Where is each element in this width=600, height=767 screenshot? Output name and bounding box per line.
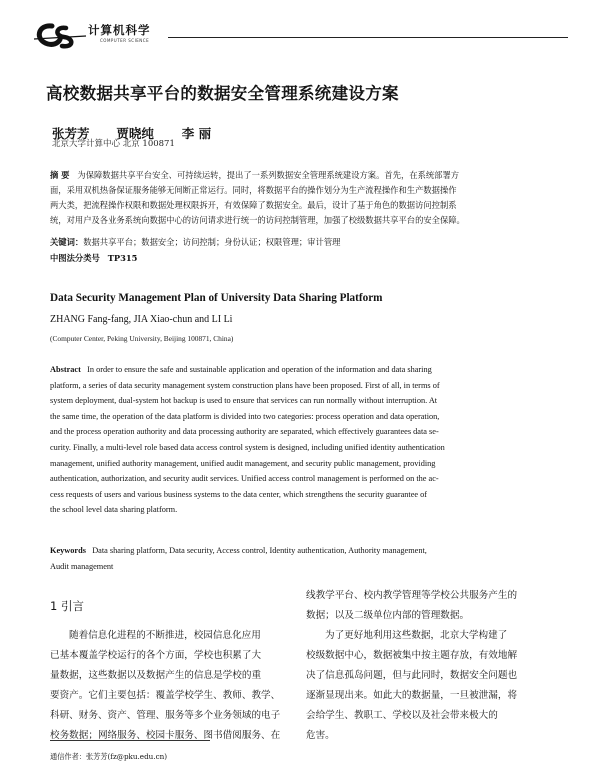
keywords-en-line: Audit management <box>50 561 114 571</box>
body-line: 决了信息孤岛问题，但与此同时，数据安全问题也 <box>306 670 518 681</box>
journal-header <box>0 0 600 60</box>
author-name: 李 丽 <box>181 126 212 141</box>
journal-name-en: COMPUTER SCIENCE <box>100 38 150 43</box>
abstract-zh-line: 摘 要 为保障数据共享平台安全、可持续运转，提出了一系列数据安全管理系统建设方案。首先，在系统部署方 <box>50 170 460 180</box>
body-line: 逐渐显现出来。如此大的数据量，一旦被泄漏，将 <box>306 690 518 701</box>
body-line: 数据；以及二级单位内部的管理数据。 <box>306 610 470 621</box>
body-line: 已基本覆盖学校运行的各个方面，学校也积累了大 <box>50 650 262 661</box>
journal-name: 计算机科学 <box>88 23 151 37</box>
body-line: 要资产。它们主要包括：覆盖学校学生、教师、教学、 <box>50 690 281 701</box>
section-heading: 1 引言 <box>50 599 84 613</box>
abstract-zh <box>50 168 570 228</box>
keywords-zh-label: 关键词： <box>50 237 84 247</box>
abstract-en-line: management, unified authority management, unified audit management, and security public management, providing <box>50 458 436 468</box>
paper-title-zh: 高校数据共享平台的数据安全管理系统建设方案 <box>46 84 399 103</box>
clc-number <box>50 252 137 264</box>
clc-value: TP315 <box>107 253 138 263</box>
abstract-zh-line: 统，对用户及各业务系统向数据中心的访问请求进行统一的访问控制管理，加强了校级数据共享平台的安全保障。 <box>50 215 465 225</box>
abstract-en-line: the school level data sharing platform. <box>50 505 178 515</box>
keywords-zh <box>50 236 340 248</box>
author-name: 张芳芳 <box>52 126 90 141</box>
body-line: 危害。 <box>306 730 335 741</box>
abstract-en-line: cess requests of users and various business systems to the data center, which strengthens the security guarantee of <box>50 489 428 499</box>
authors-en: ZHANG Fang-fang, JIA Xiao-chun and LI Li <box>50 314 233 325</box>
abstract-en-line: authentication, authorization, and security audit services. Unified access control management is performed on the ac- <box>50 474 439 484</box>
keywords-en-label: Keywords <box>50 546 86 555</box>
clc-label: 中图法分类号 <box>50 253 100 263</box>
abstract-zh-line: 面，采用双机热备保证服务能够无间断正常运行。同时，将数据平台的操作划分为生产流程操作和生产数据操作 <box>50 185 457 195</box>
abstract-en-line: the same time, the operation of the data platform is divided into two categories: process operation and data operation, <box>50 411 440 421</box>
body-line: 科研、财务、资产、管理、服务等多个业务领域的电子 <box>50 710 281 721</box>
abstract-en-label: Abstract <box>50 365 81 374</box>
abstract-en-line: platform, a series of data security management system construction plans have been proposed. First of all, in terms of <box>50 380 440 390</box>
body-column-right <box>306 586 552 746</box>
affiliation-zh: 北京大学计算中心 北京 100871 <box>52 139 175 149</box>
abstract-en-line: Abstract In order to ensure the safe and sustainable application and operation of the information and data sharing <box>50 365 432 374</box>
keywords-en-line: Keywords Data sharing platform, Data security, Access control, Identity authentication, Authority management, <box>50 546 427 555</box>
body-line: 为了更好地利用这些数据，北京大学构建了 <box>325 630 508 641</box>
body-line: 量数据，这些数据以及数据产生的信息是学校的重 <box>50 670 262 681</box>
abstract-en <box>50 362 570 518</box>
abstract-zh-label: 摘 要 <box>50 170 70 180</box>
body-line: 线教学平台、校内教学管理等学校公共服务产生的 <box>306 590 518 601</box>
header-rule <box>168 37 568 38</box>
body-line: 随着信息化进程的不断推进，校园信息化应用 <box>69 630 261 641</box>
body-line: 校务数据；网络服务、校园卡服务、图书借阅服务、在 <box>50 730 281 741</box>
footnote-rule <box>50 740 210 741</box>
affiliation-en: (Computer Center, Peking University, Beijing 100871, China) <box>50 334 234 343</box>
abstract-zh-line: 两大类，把流程操作权限和数据处理权限拆开，有效保障了数据安全。最后，设计了基于角色的数据访问控制系 <box>50 200 457 210</box>
body-line: 校级数据中心，数据被集中按主题存放，有效地解 <box>306 650 518 661</box>
journal-logo-icon <box>32 20 88 50</box>
body-column-left <box>50 626 296 746</box>
abstract-en-line: and the process operation authority and data processing authority are separated, which effectively guarantees data se- <box>50 427 439 437</box>
keywords-en <box>50 543 570 574</box>
body-line: 会给学生、教职工、学校以及社会带来极大的 <box>306 710 498 721</box>
keywords-zh-text: 数据共享平台；数据安全；访问控制；身份认证；权限管理；审计管理 <box>83 237 341 247</box>
footnote: 通信作者：张芳芳(fz@pku.edu.cn) <box>50 752 168 761</box>
author-name: 贾晓纯 <box>116 126 154 141</box>
paper-title-en: Data Security Management Plan of University Data Sharing Platform <box>50 292 383 304</box>
abstract-en-line: system deployment, dual-system hot backup is used to ensure that services can run normally without interruption. At <box>50 396 438 406</box>
abstract-en-line: curity. Finally, a multi-level role based data access control system is designed, including unified identity authentication <box>50 442 445 452</box>
